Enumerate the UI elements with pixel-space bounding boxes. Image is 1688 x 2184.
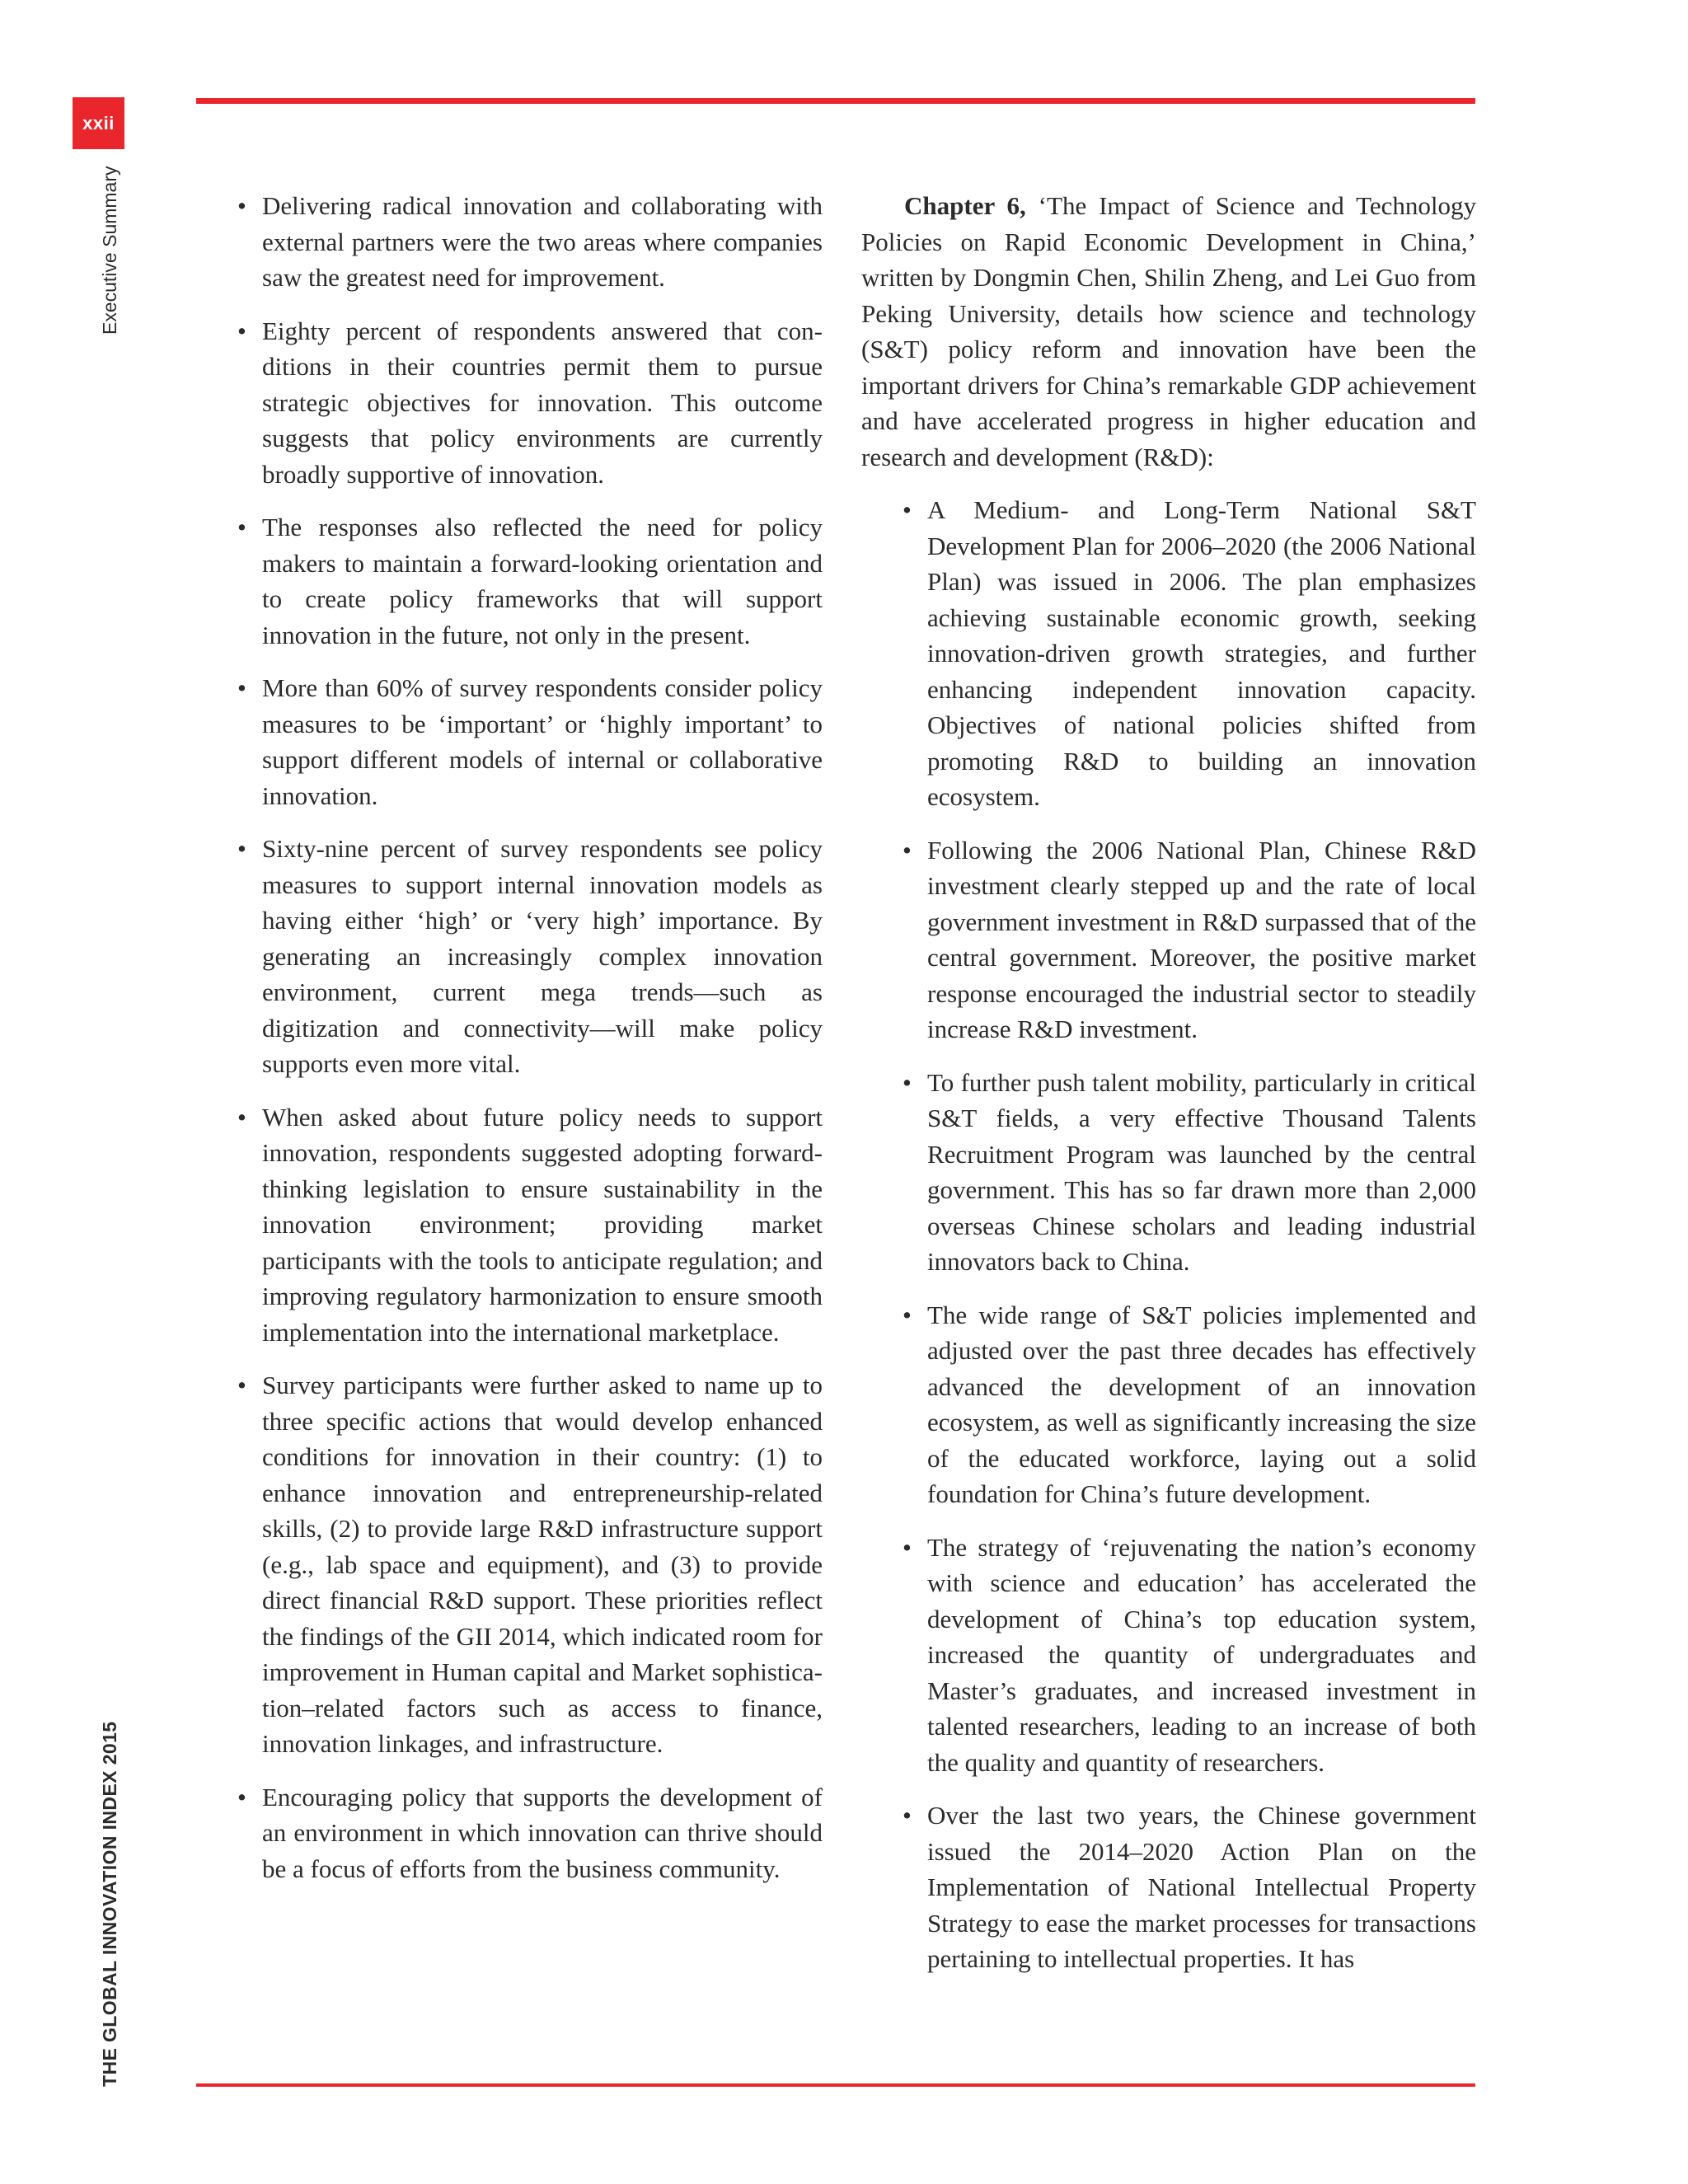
bullet-dot-icon: •	[903, 495, 912, 524]
chapter-intro-paragraph: Chapter 6, ‘The Impact of Science and Technology Policies on Rapid Economic Development in China,’ written by Dongmin Chen, Shilin Zheng, and Lei Guo from Peking University, details how science and technology (S&T) policy reform and innovation have been the important drivers for China’s remarkable GDP achievement and have accelerated progress in higher education and research and development (R&D):	[861, 191, 1477, 471]
section-label: Executive Summary	[99, 166, 120, 335]
bullet-dot-icon: •	[237, 1371, 246, 1399]
list-item: • Following the 2006 National Plan, Chinese R&D investment clearly stepped up and the rate of local government investment in R&D surpassed that of the central government. Moreover, the positive market response encouraged the industrial sector to steadily increase R&D investment.	[903, 832, 1476, 1047]
bullet-dot-icon: •	[237, 316, 246, 345]
bullet-dot-icon: •	[903, 835, 912, 865]
list-item: • Encouraging policy that supports the development of an environment in which innovation can thrive should be a focus of efforts from the business community.	[237, 1779, 823, 1887]
bullet-dot-icon: •	[237, 1102, 246, 1132]
right-bullet-list	[861, 492, 1476, 1977]
list-item: • When asked about future policy needs to support innovation, respondents suggested adopting forward-thinking legislation to ensure sustainability in the innovation environment; providing market participants with the tools to anticipate regulation; and improving regulatory harmonization to ensure smooth implementation into the international marketplace.	[237, 1099, 823, 1351]
bullet-dot-icon: •	[237, 1782, 246, 1811]
left-column	[237, 188, 823, 1904]
right-column	[861, 188, 1476, 1994]
bullet-dot-icon: •	[903, 1067, 912, 1097]
top-accent-rule	[196, 98, 1475, 104]
list-item: • Over the last two years, the Chinese government issued the 2014–2020 Action Plan on the Implementation of National Intellectual Property Strategy to ease the market processes for transactions pertaining to intellectual properties. It has	[903, 1797, 1476, 1977]
list-item: • More than 60% of survey respondents consider policy measures to be ‘important’ or ‘highly important’ to support different models of internal or collaborative innovation.	[237, 670, 823, 813]
bullet-dot-icon: •	[903, 1300, 912, 1329]
list-item: • A Medium- and Long-Term National S&T Development Plan for 2006–2020 (the 2006 National Plan) was issued in 2006. The plan emphasizes achieving sustainable economic growth, seeking innovation-driven growth strategies, and further enhancing independent innovation capacity. Objectives of national policies shifted from promoting R&D to building an innovation ecosystem.	[903, 492, 1476, 815]
list-item: • Delivering radical innovation and collaborating with external partners were the two areas where companies saw the greatest need for improvement.	[237, 188, 823, 296]
list-item: • Sixty-nine percent of survey respondents see policy measures to support internal innovation models as having either ‘high’ or ‘very high’ importance. By generating an increasingly complex innovation environment, current mega trends—such as digitization and connectivity—will make policy supports even more vital.	[237, 831, 823, 1082]
bullet-dot-icon: •	[903, 1801, 912, 1830]
list-item: • To further push talent mobility, particularly in critical S&T fields, a very effective Thousand Talents Recruitment Program was launched by the central government. This has so far drawn more than 2,000 overseas Chinese scholars and leading industrial innovators back to China.	[903, 1065, 1476, 1280]
bullet-dot-icon: •	[237, 673, 246, 702]
left-bullet-list	[237, 188, 823, 1886]
list-item: • Survey participants were further asked to name up to three specific actions that would develop enhanced conditions for innovation in their country: (1) to enhance innovation and entrepreneurship-related skills, (2) to provide large R&D infrastructure support (e.g., lab space and equipment), and (3) to provide direct financial R&D support. These priorities reflect the findings of the GII 2014, which indicated room for improvement in Human capital and Market sophistication–related factors such as access to finance, innovation linkages, and infrastructure.	[237, 1367, 823, 1762]
bullet-dot-icon: •	[903, 1532, 912, 1562]
bullet-dot-icon: •	[237, 834, 246, 863]
bullet-dot-icon: •	[237, 191, 246, 220]
bottom-accent-rule	[196, 2083, 1475, 2087]
list-item: • The strategy of ‘rejuvenating the nation’s economy with science and education’ has accelerated the development of China’s top education system, increased the quantity of undergraduates and Master’s graduates, and increased investment in talented researchers, leading to an increase of both the quality and quantity of researchers.	[903, 1530, 1476, 1781]
list-item: • Eighty percent of respondents answered that conditions in their countries permit them to pursue strategic objectives for innovation. This outcome suggests that policy environments are currently broadly supportive of innovation.	[237, 313, 823, 493]
page-number-badge: xxii	[73, 97, 124, 149]
list-item: • The responses also reflected the need for policy makers to maintain a forward-looking orientation and to create policy frameworks that will support innovation in the future, not only in the present.	[237, 509, 823, 653]
list-item: • The wide range of S&T policies implemented and adjusted over the past three decades has effectively advanced the development of an innovation ecosystem, as well as significantly increasing the size of the educated workforce, laying out a solid foundation for China’s future development.	[903, 1297, 1476, 1512]
chapter-reference: Chapter 6,	[904, 191, 1026, 220]
publication-label: THE GLOBAL INNOVATION INDEX 2015	[99, 1721, 120, 2087]
bullet-dot-icon: •	[237, 513, 246, 541]
